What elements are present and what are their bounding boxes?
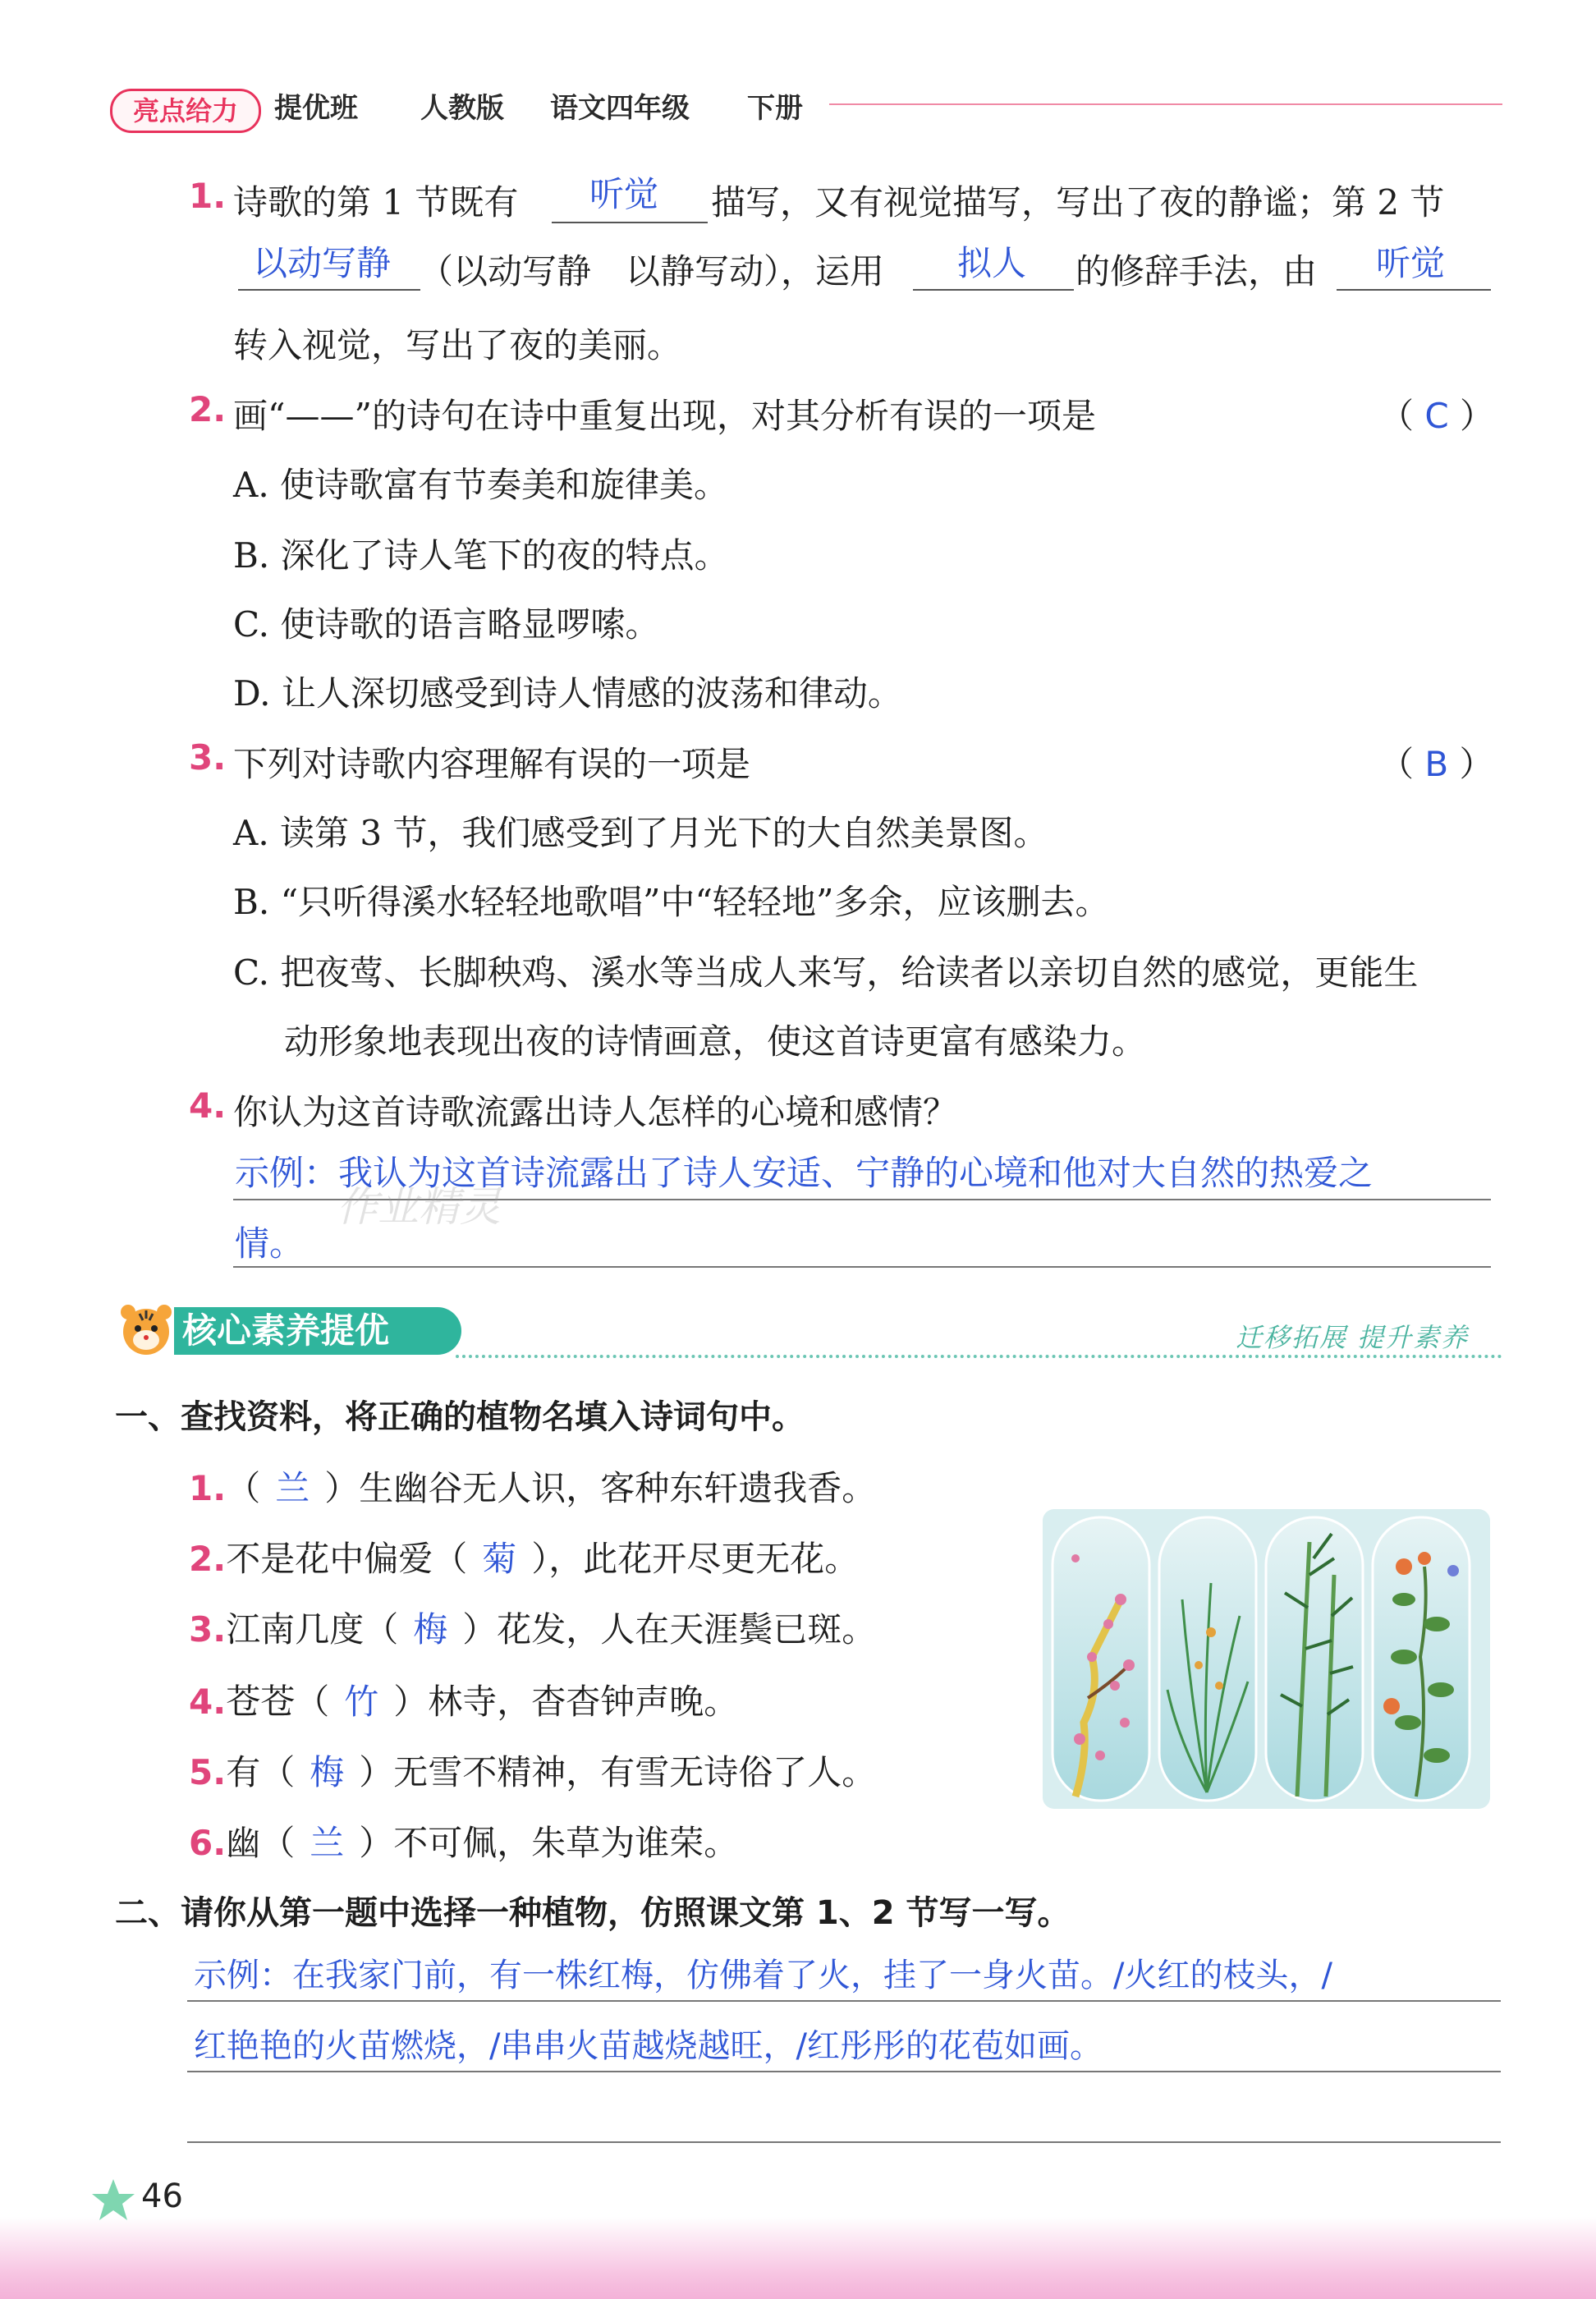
volume-label: 下册 <box>747 92 803 125</box>
footer-band <box>0 2217 1596 2299</box>
item-text-after: ）不可佩，朱草为谁荣。 <box>359 1823 739 1863</box>
four-gentlemen-plants-illustration <box>1043 1509 1490 1809</box>
item-text-before: 苍苍（ <box>226 1682 330 1722</box>
item-text-after: ）花发，人在天涯鬓已斑。 <box>462 1609 877 1650</box>
q3-number: 3. <box>189 737 227 778</box>
q1-answer-3: 拟人 <box>957 243 1027 283</box>
header-divider <box>829 103 1502 105</box>
part1-item-6 <box>189 1816 738 1865</box>
q2-option-b: B. 深化了诗人笔下的夜的特点。 <box>233 535 729 576</box>
q2-answer: C <box>1424 396 1449 436</box>
q4-number: 4. <box>189 1085 227 1126</box>
item-text-after: ），此花开尽更无花。 <box>531 1539 860 1579</box>
part1-item-1 <box>189 1462 876 1511</box>
q2-stem: 画“——”的诗句在诗中重复出现，对其分析有误的一项是 <box>233 396 1096 436</box>
q1-answer-2: 以动写静 <box>253 243 392 283</box>
tiger-mascot-icon <box>115 1299 177 1361</box>
q1-blank-2 <box>238 289 420 291</box>
q3-option-c: C. 把夜莺、长脚秧鸡、溪水等当成人来写，给读者以亲切自然的感觉，更能生 <box>233 952 1419 993</box>
part2-answer-rule-2 <box>187 2071 1501 2072</box>
item-text-before: （ <box>226 1468 261 1508</box>
item-text-before: 江南几度（ <box>226 1609 399 1650</box>
section-dotted-rule <box>456 1355 1502 1358</box>
brand-badge: 亮点给力 <box>110 89 261 133</box>
item-number: 2. <box>189 1539 227 1579</box>
q3-option-c-cont: 动形象地表现出夜的诗情画意，使这首诗更富有感染力。 <box>284 1021 1147 1062</box>
q3-option-a: A. 读第 3 节，我们感受到了月光下的大自然美景图。 <box>233 813 1048 853</box>
q1-blank-3 <box>913 289 1074 291</box>
star-icon <box>89 2176 138 2225</box>
watermark: 作业精灵 <box>337 1183 501 1231</box>
q1-text-3: （以动写静 以静写动），运用 <box>419 251 885 291</box>
q1-answer-1: 听觉 <box>589 174 659 214</box>
edition-label: 人教版 <box>420 92 504 125</box>
item-text-after: ）无雪不精神，有雪无诗俗了人。 <box>359 1752 877 1792</box>
q2-option-d: D. 让人深切感受到诗人情感的波荡和律动。 <box>233 673 902 714</box>
series-name: 提优班 <box>274 92 358 125</box>
item-answer: 竹 <box>344 1682 379 1722</box>
part1-item-3 <box>189 1603 876 1652</box>
q1-text-1: 诗歌的第 1 节既有 <box>233 182 519 223</box>
item-text-after: ）林寺，杳杳钟声晚。 <box>393 1682 739 1722</box>
q1-blank-1 <box>552 222 708 223</box>
q4-answer-line-1: 示例：我认为这首诗流露出了诗人安适、宁静的心境和他对大自然的热爱之 <box>235 1153 1374 1193</box>
item-number: 3. <box>189 1609 227 1650</box>
q4-answer-rule-2 <box>233 1266 1491 1268</box>
item-answer: 梅 <box>413 1609 448 1650</box>
q4-stem: 你认为这首诗歌流露出诗人怎样的心境和感情？ <box>233 1092 958 1132</box>
part2-answer-line-1: 示例：在我家门前，有一株红梅，仿佛着了火，挂了一身火苗。/火红的枝头，/ <box>194 1957 1332 1994</box>
q3-answer: B <box>1424 744 1449 784</box>
q2-number: 2. <box>189 389 227 429</box>
q1-text-4: 的修辞手法，由 <box>1075 251 1318 291</box>
q2-option-a: A. 使诗歌富有节奏美和旋律美。 <box>233 465 729 505</box>
subject-label: 语文四年级 <box>550 92 690 125</box>
section-slogan: 迁移拓展 提升素养 <box>1236 1322 1470 1353</box>
q2-option-c: C. 使诗歌的语言略显啰嗦。 <box>233 604 660 645</box>
section-title: 核心素养提优 <box>174 1307 461 1355</box>
item-number: 6. <box>189 1823 227 1863</box>
q1-blank-4 <box>1337 289 1491 291</box>
part1-item-2 <box>189 1532 859 1581</box>
item-answer: 兰 <box>310 1823 345 1863</box>
q3-stem: 下列对诗歌内容理解有误的一项是 <box>233 744 751 784</box>
q2-answer-bracket: （ C ） <box>1379 396 1495 436</box>
q3-answer-bracket: （ B ） <box>1379 744 1494 784</box>
item-number: 5. <box>189 1752 227 1792</box>
item-answer: 梅 <box>310 1752 345 1792</box>
item-text-before: 不是花中偏爱（ <box>226 1539 468 1579</box>
part2-title: 二、请你从第一题中选择一种植物，仿照课文第 1、2 节写一写。 <box>115 1894 1071 1932</box>
item-answer: 菊 <box>482 1539 517 1579</box>
item-text-before: 幽（ <box>226 1823 296 1863</box>
q1-text-2: 描写，又有视觉描写，写出了夜的静谧；第 2 节 <box>711 182 1445 223</box>
q3-option-b: B. “只听得溪水轻轻地歌唱”中“轻轻地”多余，应该删去。 <box>233 882 1110 922</box>
q1-answer-4: 听觉 <box>1376 243 1446 283</box>
item-number: 4. <box>189 1682 227 1722</box>
page-number: 46 <box>141 2177 183 2215</box>
part1-item-4 <box>189 1675 738 1724</box>
q1-text-5: 转入视觉，写出了夜的美丽。 <box>233 325 682 365</box>
item-number: 1. <box>189 1468 227 1508</box>
part2-answer-line-2: 红艳艳的火苗燃烧，/串串火苗越烧越旺，/红彤彤的花苞如画。 <box>194 2027 1103 2065</box>
q1-number: 1. <box>189 176 227 216</box>
q4-answer-line-2: 情。 <box>235 1223 305 1264</box>
part1-item-5 <box>189 1746 876 1795</box>
item-text-after: ）生幽谷无人识，客种东轩遗我香。 <box>324 1468 877 1508</box>
item-text-before: 有（ <box>226 1752 296 1792</box>
part2-answer-rule-3 <box>187 2141 1501 2143</box>
part1-title: 一、查找资料，将正确的植物名填入诗词句中。 <box>115 1398 805 1436</box>
part2-answer-rule-1 <box>187 2000 1501 2002</box>
item-answer: 兰 <box>275 1468 310 1508</box>
